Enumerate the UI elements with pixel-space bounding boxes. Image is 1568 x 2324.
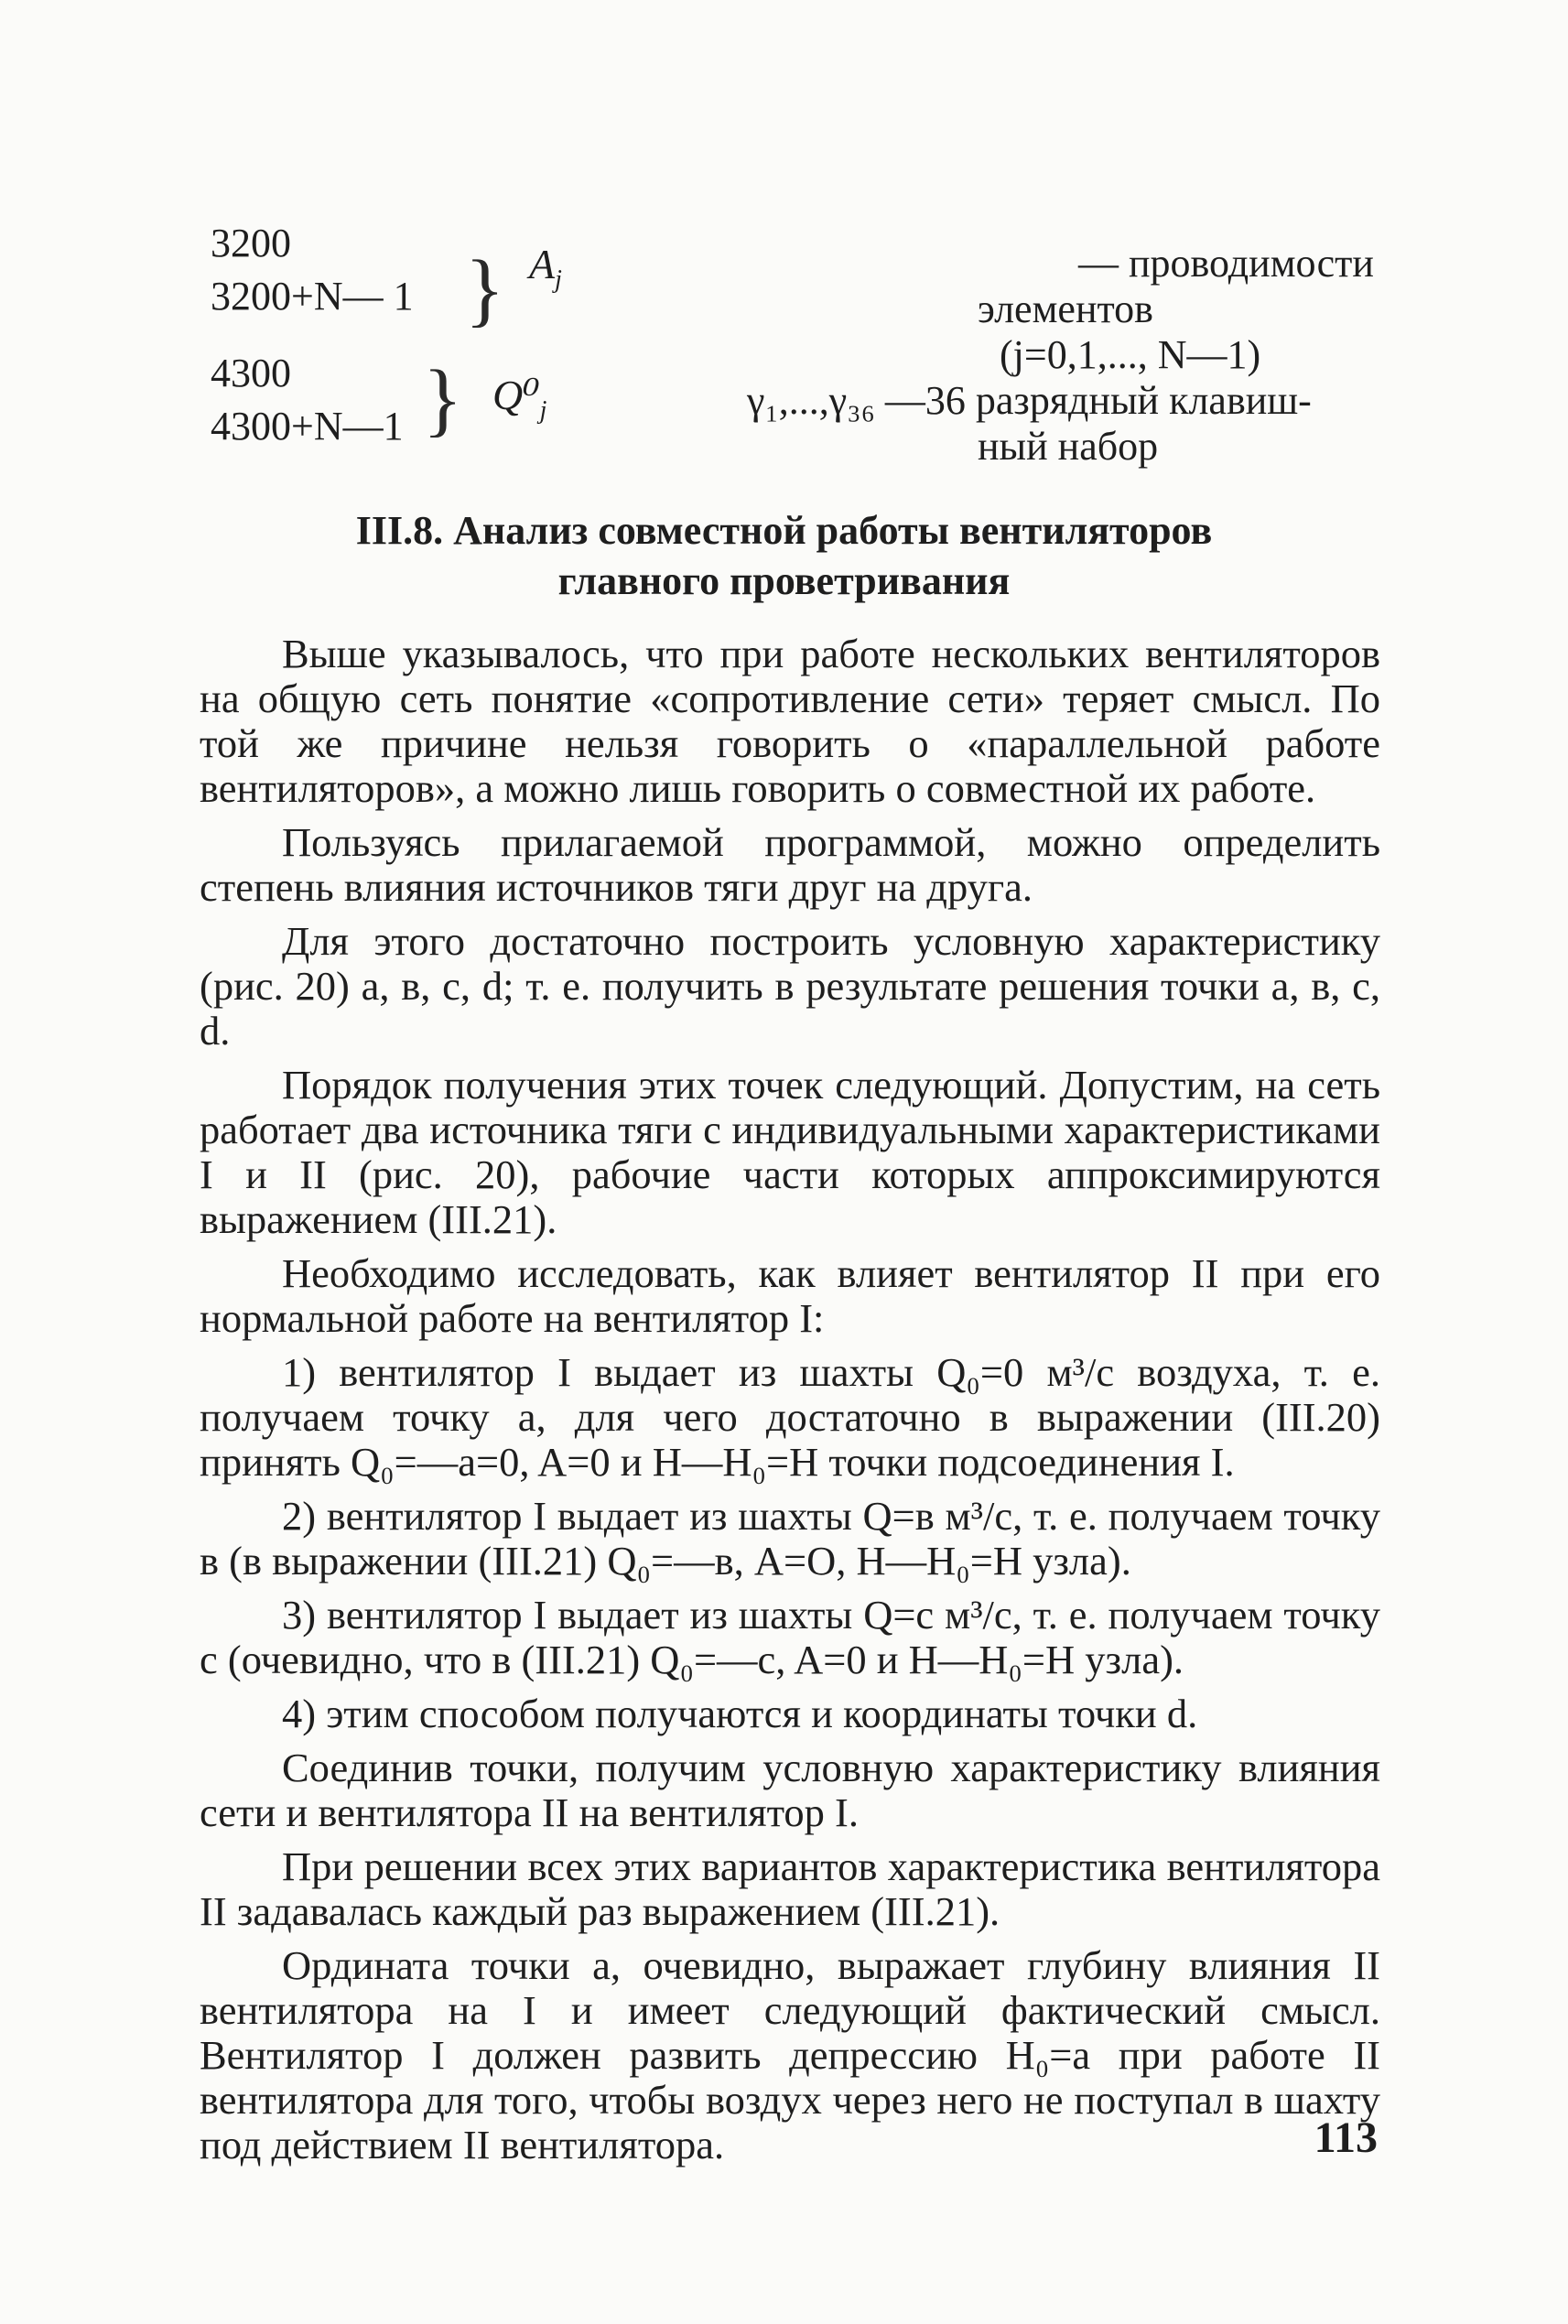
list-item: 4) этим способом получаются и координаты точки d. [282,1691,1198,1736]
list-item: 1) вентилятор I выдает из шахты Q₀=0 м³/с воздуха, т. е. получаем точку a, для чего достаточно в выражении (III.20) принять Q₀=—a=0, A=0 и H—H₀=H точки подсоединения I. [200,1349,1380,1485]
list-item: 3) вентилятор I выдает из шахты Q=c м³/с, т. е. получаем точку c (очевидно, что в (III.21) Q₀=—c, A=0 и H—H₀=H узла). [200,1592,1380,1682]
table-desc: ный набор [978,424,1159,469]
table-desc: γ₁,...,γ₃₆ —36 разрядный клавиш- [747,378,1312,423]
body-text [200,632,1380,2167]
table-desc: (j=0,1,..., N—1) [1000,332,1261,377]
brace-lower: } [423,354,463,445]
paragraph: Порядок получения этих точек следующий. Допустим, на сеть работает два источника тяги с индивидуальными характеристиками I и II (рис. 20), рабочие части которых аппроксимируются выражением (III.21). [200,1062,1380,1242]
page-number: 113 [1314,2113,1378,2162]
paragraph: Выше указывалось, что при работе нескольких вентиляторов на общую сеть понятие «сопротивление сети» теряет смысл. По той же причине нельзя говорить о «параллельной работе вентиляторов», а можно лишь говорить о совместной их работе. [200,631,1380,811]
paragraph: Ордината точки а, очевидно, выражает глубину влияния II вентилятора на I и имеет следующий фактический смысл. Вентилятор I должен развить депрессию H₀=a при работе II вентилятора для того, чтобы воздух через него не поступал в шахту под действием II вентилятора. [200,1942,1380,2167]
table-desc: элементов [978,286,1153,331]
table-row-address: 4300+N—1 [211,404,404,449]
brace-upper: } [465,244,505,335]
list-item: 2) вентилятор I выдает из шахты Q=в м³/с, т. е. получаем точку в (в выражении (III.21) Q₀=—в, A=O, H—H₀=H узла). [200,1493,1380,1584]
heading-line: главного проветривания [557,558,1011,603]
paragraph: При решении всех этих вариантов характеристика вентилятора II задавалась каждый раз выражением (III.21). [200,1843,1380,1934]
paragraph: Для этого достаточно построить условную характеристику (рис. 20) a, в, c, d; т. е. получить в результате решения точки a, в, c, d. [200,918,1380,1054]
symbol-a: $A_j$ [529,241,562,295]
table-row-address: 4300 [211,351,291,395]
table-row-address: 3200+N— 1 [211,274,414,319]
section-heading [0,505,1568,606]
paragraph: Пользуясь прилагаемой программой, можно определить степень влияния источников тяги друг на друга. [200,819,1380,910]
heading-line: III.8. Анализ совместной работы вентиляторов [355,508,1213,553]
paragraph: Необходимо исследовать, как влияет вентилятор II при его нормальной работе на вентилятор I: [200,1250,1380,1341]
paragraph: Соединив точки, получим условную характеристику влияния сети и вентилятора II на вентилятор I. [200,1745,1380,1835]
symbol-q: $Q^0_j$ [492,372,547,426]
table-desc: — проводимости [1078,241,1374,286]
table-row-address: 3200 [211,221,291,265]
